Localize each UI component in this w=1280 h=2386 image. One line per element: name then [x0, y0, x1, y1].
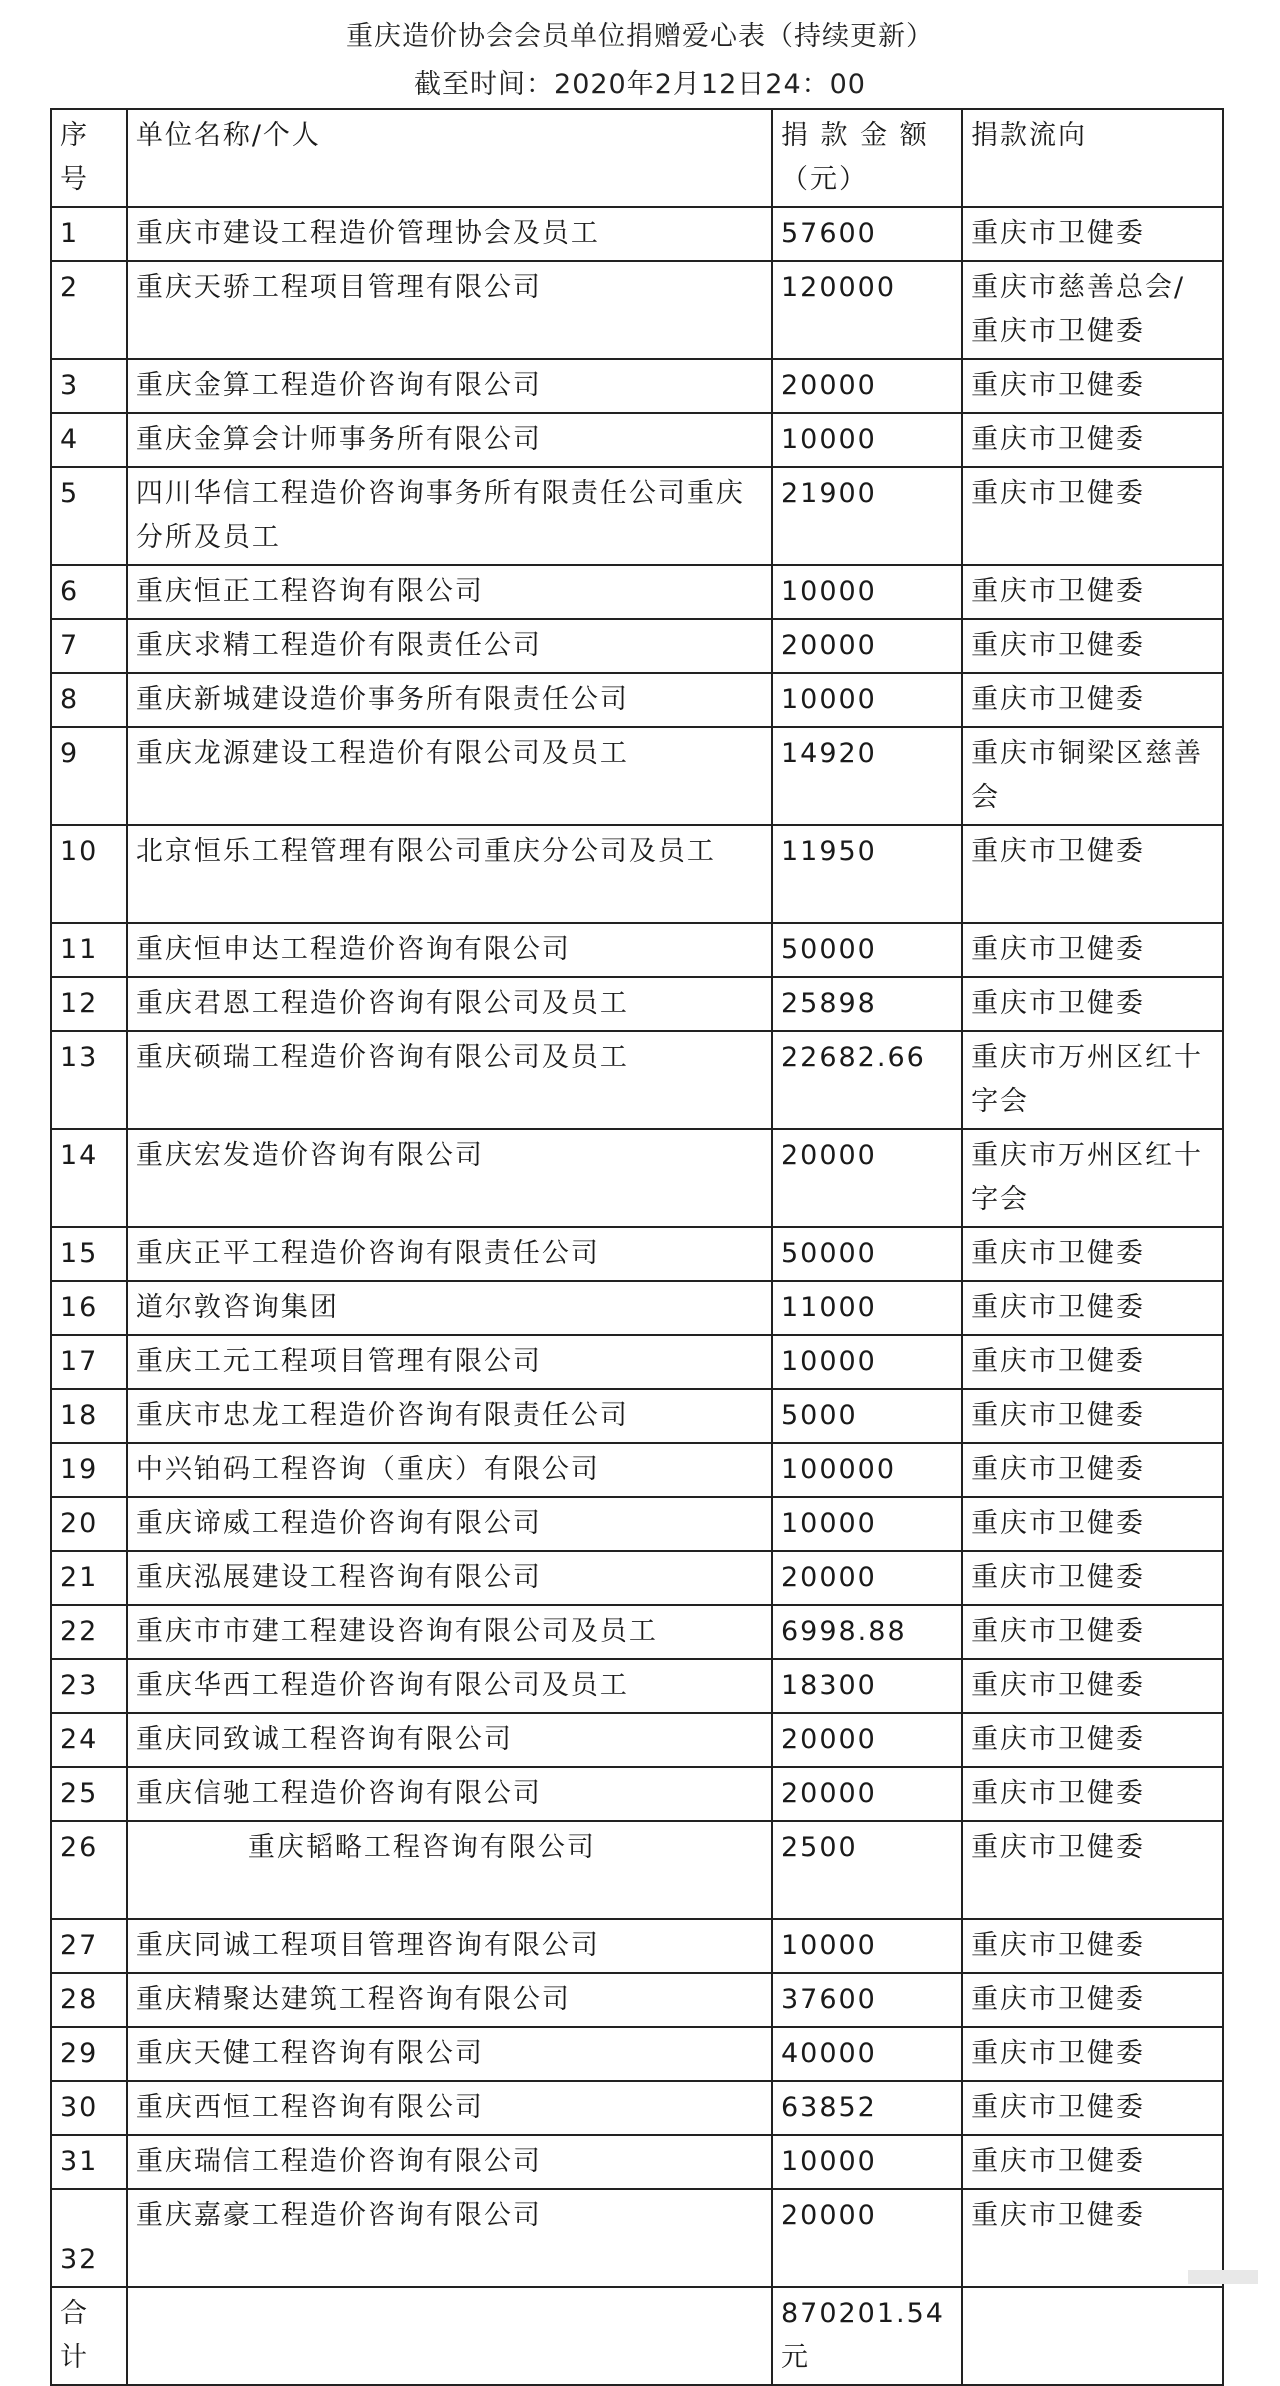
table-row	[51, 359, 1223, 413]
row-amount: 50000	[772, 1227, 962, 1281]
row-destination: 重庆市卫健委	[962, 1767, 1223, 1821]
row-destination: 重庆市卫健委	[962, 2027, 1223, 2081]
row-amount: 20000	[772, 1551, 962, 1605]
row-amount: 20000	[772, 1713, 962, 1767]
row-name: 重庆泓展建设工程咨询有限公司	[127, 1551, 772, 1605]
row-destination: 重庆市铜梁区慈善会	[962, 727, 1223, 825]
row-name: 道尔敦咨询集团	[127, 1281, 772, 1335]
donation-table-body	[51, 109, 1223, 2385]
row-no: 5	[51, 467, 127, 565]
row-amount: 37600	[772, 1973, 962, 2027]
row-no: 19	[51, 1443, 127, 1497]
table-row	[51, 1919, 1223, 1973]
table-row	[51, 565, 1223, 619]
table-row	[51, 1227, 1223, 1281]
row-no: 8	[51, 673, 127, 727]
row-no: 6	[51, 565, 127, 619]
row-no: 25	[51, 1767, 127, 1821]
row-no: 15	[51, 1227, 127, 1281]
row-amount: 14920	[772, 727, 962, 825]
row-name: 重庆信驰工程造价咨询有限公司	[127, 1767, 772, 1821]
row-amount: 2500	[772, 1821, 962, 1919]
row-amount: 11000	[772, 1281, 962, 1335]
row-no: 3	[51, 359, 127, 413]
header-amount: 捐 款 金 额（元）	[772, 109, 962, 207]
row-amount: 18300	[772, 1659, 962, 1713]
row-no: 4	[51, 413, 127, 467]
row-destination: 重庆市万州区红十字会	[962, 1129, 1223, 1227]
table-row	[51, 1335, 1223, 1389]
total-name	[127, 2287, 772, 2385]
total-row	[51, 2287, 1223, 2385]
page-title: 重庆造价协会会员单位捐赠爱心表（持续更新）	[346, 21, 934, 52]
table-row	[51, 1443, 1223, 1497]
row-destination: 重庆市卫健委	[962, 2081, 1223, 2135]
table-row	[51, 467, 1223, 565]
row-amount: 6998.88	[772, 1605, 962, 1659]
row-amount: 22682.66	[772, 1031, 962, 1129]
table-row	[51, 1713, 1223, 1767]
row-destination: 重庆市卫健委	[962, 619, 1223, 673]
table-header-row	[51, 109, 1223, 207]
row-name: 重庆瑞信工程造价咨询有限公司	[127, 2135, 772, 2189]
row-amount: 100000	[772, 1443, 962, 1497]
table-row	[51, 2135, 1223, 2189]
row-amount: 20000	[772, 359, 962, 413]
row-no: 27	[51, 1919, 127, 1973]
row-no: 20	[51, 1497, 127, 1551]
table-row	[51, 1031, 1223, 1129]
row-destination: 重庆市卫健委	[962, 1443, 1223, 1497]
row-amount: 50000	[772, 923, 962, 977]
row-destination: 重庆市卫健委	[962, 359, 1223, 413]
row-destination: 重庆市卫健委	[962, 1973, 1223, 2027]
row-no: 21	[51, 1551, 127, 1605]
row-name: 重庆同诚工程项目管理咨询有限公司	[127, 1919, 772, 1973]
row-name: 重庆华西工程造价咨询有限公司及员工	[127, 1659, 772, 1713]
row-destination: 重庆市卫健委	[962, 1281, 1223, 1335]
row-destination: 重庆市卫健委	[962, 1497, 1223, 1551]
row-amount: 63852	[772, 2081, 962, 2135]
total-amount: 870201.54元	[772, 2287, 962, 2385]
row-name: 重庆工元工程项目管理有限公司	[127, 1335, 772, 1389]
row-no: 23	[51, 1659, 127, 1713]
row-no: 11	[51, 923, 127, 977]
row-destination: 重庆市卫健委	[962, 825, 1223, 923]
row-no: 24	[51, 1713, 127, 1767]
row-no: 9	[51, 727, 127, 825]
row-name: 北京恒乐工程管理有限公司重庆分公司及员工	[127, 825, 772, 923]
row-destination: 重庆市卫健委	[962, 673, 1223, 727]
row-name: 重庆君恩工程造价咨询有限公司及员工	[127, 977, 772, 1031]
table-row	[51, 1281, 1223, 1335]
table-row	[51, 1767, 1223, 1821]
row-no: 31	[51, 2135, 127, 2189]
row-name: 重庆宏发造价咨询有限公司	[127, 1129, 772, 1227]
table-row	[51, 619, 1223, 673]
row-no: 18	[51, 1389, 127, 1443]
row-name: 重庆金算会计师事务所有限公司	[127, 413, 772, 467]
row-no: 10	[51, 825, 127, 923]
row-no: 13	[51, 1031, 127, 1129]
row-destination: 重庆市卫健委	[962, 467, 1223, 565]
row-no: 26	[51, 1821, 127, 1919]
row-name: 四川华信工程造价咨询事务所有限责任公司重庆分所及员工	[127, 467, 772, 565]
row-name: 重庆市建设工程造价管理协会及员工	[127, 207, 772, 261]
row-name: 重庆同致诚工程咨询有限公司	[127, 1713, 772, 1767]
row-amount: 10000	[772, 413, 962, 467]
row-no: 7	[51, 619, 127, 673]
row-amount: 10000	[772, 673, 962, 727]
row-no: 16	[51, 1281, 127, 1335]
row-amount: 21900	[772, 467, 962, 565]
total-destination	[962, 2287, 1223, 2385]
row-destination: 重庆市卫健委	[962, 1389, 1223, 1443]
row-no: 29	[51, 2027, 127, 2081]
row-destination: 重庆市卫健委	[962, 207, 1223, 261]
row-name: 重庆恒申达工程造价咨询有限公司	[127, 923, 772, 977]
row-name: 重庆天健工程咨询有限公司	[127, 2027, 772, 2081]
row-destination: 重庆市卫健委	[962, 1605, 1223, 1659]
header-no: 序号	[51, 109, 127, 207]
row-name: 重庆韬略工程咨询有限公司	[127, 1821, 772, 1919]
row-destination: 重庆市卫健委	[962, 1713, 1223, 1767]
table-row	[51, 2027, 1223, 2081]
row-destination: 重庆市卫健委	[962, 1227, 1223, 1281]
table-row	[51, 261, 1223, 359]
row-destination: 重庆市卫健委	[962, 1919, 1223, 1973]
row-destination: 重庆市卫健委	[962, 1821, 1223, 1919]
row-amount: 10000	[772, 1919, 962, 1973]
row-name: 重庆谛威工程造价咨询有限公司	[127, 1497, 772, 1551]
table-row	[51, 825, 1223, 923]
row-name: 重庆天骄工程项目管理有限公司	[127, 261, 772, 359]
table-row	[51, 1605, 1223, 1659]
row-amount: 120000	[772, 261, 962, 359]
row-name: 重庆西恒工程咨询有限公司	[127, 2081, 772, 2135]
row-amount: 10000	[772, 565, 962, 619]
row-amount: 20000	[772, 1129, 962, 1227]
donation-table	[50, 108, 1224, 2386]
table-row	[51, 1821, 1223, 1919]
row-name: 重庆市忠龙工程造价咨询有限责任公司	[127, 1389, 772, 1443]
table-row	[51, 1497, 1223, 1551]
row-destination: 重庆市卫健委	[962, 565, 1223, 619]
cutoff-time: 截至时间：2020年2月12日24：00	[414, 69, 866, 100]
row-no: 12	[51, 977, 127, 1031]
header-name: 单位名称/个人	[127, 109, 772, 207]
row-amount: 40000	[772, 2027, 962, 2081]
row-amount: 10000	[772, 1497, 962, 1551]
table-row	[51, 1973, 1223, 2027]
row-no: 2	[51, 261, 127, 359]
row-destination: 重庆市卫健委	[962, 2189, 1223, 2287]
table-row	[51, 727, 1223, 825]
row-amount: 10000	[772, 1335, 962, 1389]
row-destination: 重庆市卫健委	[962, 1335, 1223, 1389]
table-row	[51, 207, 1223, 261]
row-name: 重庆新城建设造价事务所有限责任公司	[127, 673, 772, 727]
row-name: 重庆精聚达建筑工程咨询有限公司	[127, 1973, 772, 2027]
row-name: 重庆求精工程造价有限责任公司	[127, 619, 772, 673]
row-destination: 重庆市万州区红十字会	[962, 1031, 1223, 1129]
row-amount: 11950	[772, 825, 962, 923]
row-name: 重庆正平工程造价咨询有限责任公司	[127, 1227, 772, 1281]
row-amount: 10000	[772, 2135, 962, 2189]
row-destination: 重庆市卫健委	[962, 923, 1223, 977]
row-name: 重庆恒正工程咨询有限公司	[127, 565, 772, 619]
row-destination: 重庆市卫健委	[962, 977, 1223, 1031]
row-name: 中兴铂码工程咨询（重庆）有限公司	[127, 1443, 772, 1497]
row-no: 17	[51, 1335, 127, 1389]
row-no: 14	[51, 1129, 127, 1227]
row-destination: 重庆市卫健委	[962, 413, 1223, 467]
row-no: 1	[51, 207, 127, 261]
row-amount: 20000	[772, 1767, 962, 1821]
row-name: 重庆市市建工程建设咨询有限公司及员工	[127, 1605, 772, 1659]
row-destination: 重庆市慈善总会/重庆市卫健委	[962, 261, 1223, 359]
table-row	[51, 1129, 1223, 1227]
watermark	[1188, 2270, 1258, 2284]
row-name: 重庆嘉豪工程造价咨询有限公司	[127, 2189, 772, 2287]
table-row	[51, 923, 1223, 977]
row-name: 重庆硕瑞工程造价咨询有限公司及员工	[127, 1031, 772, 1129]
row-no: 22	[51, 1605, 127, 1659]
table-row	[51, 1551, 1223, 1605]
table-row	[51, 977, 1223, 1031]
row-amount: 57600	[772, 207, 962, 261]
table-row	[51, 2081, 1223, 2135]
table-row	[51, 1659, 1223, 1713]
row-no: 32	[51, 2189, 127, 2287]
table-row	[51, 673, 1223, 727]
row-no: 28	[51, 1973, 127, 2027]
row-no: 30	[51, 2081, 127, 2135]
row-amount: 25898	[772, 977, 962, 1031]
row-amount: 5000	[772, 1389, 962, 1443]
table-row	[51, 2189, 1223, 2287]
header-destination: 捐款流向	[962, 109, 1223, 207]
row-destination: 重庆市卫健委	[962, 1551, 1223, 1605]
table-row	[51, 413, 1223, 467]
row-amount: 20000	[772, 619, 962, 673]
row-destination: 重庆市卫健委	[962, 1659, 1223, 1713]
row-amount: 20000	[772, 2189, 962, 2287]
row-name: 重庆金算工程造价咨询有限公司	[127, 359, 772, 413]
row-destination: 重庆市卫健委	[962, 2135, 1223, 2189]
total-label: 合计	[51, 2287, 127, 2385]
table-row	[51, 1389, 1223, 1443]
row-name: 重庆龙源建设工程造价有限公司及员工	[127, 727, 772, 825]
